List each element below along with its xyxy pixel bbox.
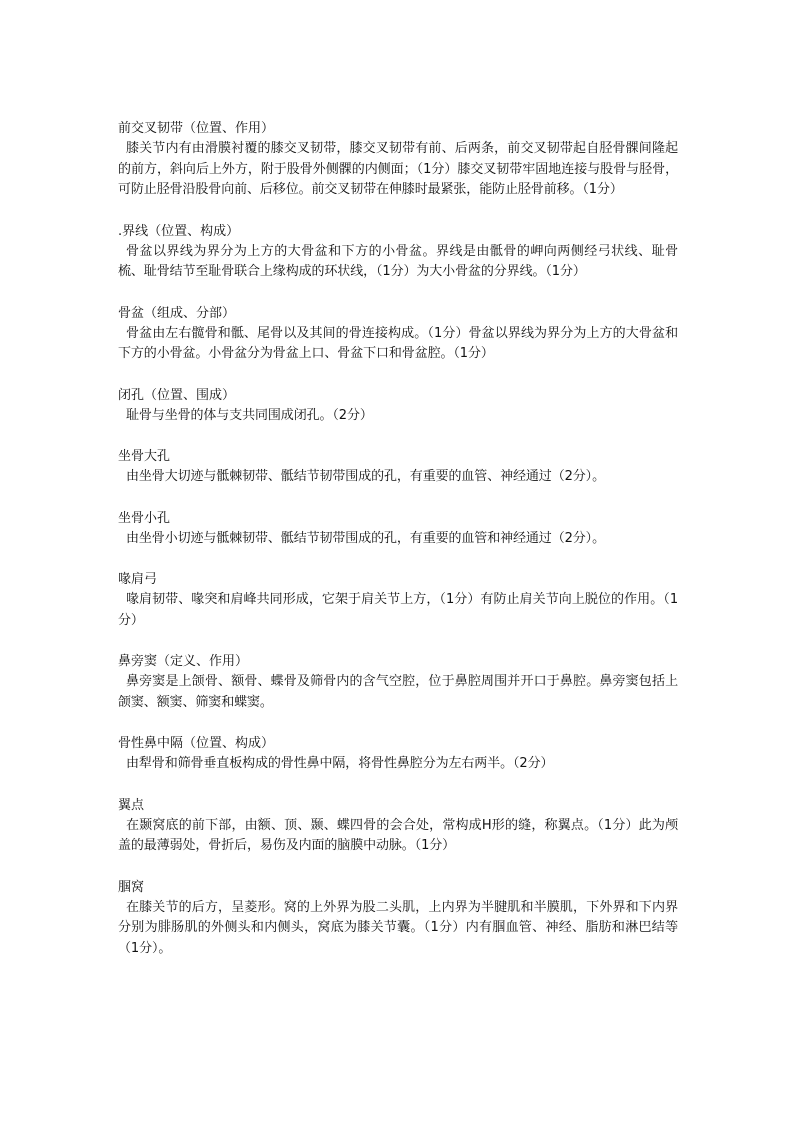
entry-body: 由犁骨和筛骨垂直板构成的骨性鼻中隔，将骨性鼻腔分为左右两半。（2分） [126, 756, 554, 771]
entry-anterior-cruciate-ligament [118, 118, 678, 201]
entry-paranasal-sinuses [118, 651, 678, 713]
entry-coracoacromial-arch [118, 569, 678, 631]
document-page [118, 118, 678, 979]
entry-body: 由坐骨大切迹与骶棘韧带、骶结节韧带围成的孔，有重要的血管、神经通过（2分）。 [126, 469, 605, 484]
entry-greater-sciatic-foramen [118, 446, 678, 488]
entry-title: 前交叉韧带（位置、作用） [118, 121, 275, 136]
entry-lesser-sciatic-foramen [118, 508, 678, 550]
entry-terminal-line [118, 221, 678, 283]
entry-title: .界线（位置、构成） [118, 223, 240, 239]
entry-title: 骨盆（组成、分部） [118, 305, 236, 321]
entry-body: 喙肩韧带、喙突和肩峰共同形成，它架于肩关节上方，（1分）有防止肩关节向上脱位的作用。（1分） [118, 592, 678, 628]
entry-body: 鼻旁窦是上颌骨、额骨、蝶骨及筛骨内的含气空腔，位于鼻腔周围并开口于鼻腔。鼻旁窦包括上颌窦、额窦、筛窦和蝶窦。 [118, 674, 678, 710]
entry-title: 翼点 [118, 797, 145, 813]
entry-body: 骨盆由左右髋骨和骶、尾骨以及其间的骨连接构成。（1分）骨盆以界线为界分为上方的大骨盆和下方的小骨盆。小骨盆分为骨盆上口、骨盆下口和骨盆腔。（1分） [118, 325, 678, 361]
entry-body: 耻骨与坐骨的体与支共同围成闭孔。（2分） [126, 407, 373, 423]
entry-title: 鼻旁窦（定义、作用） [118, 654, 249, 669]
entry-title: 坐骨小孔 [118, 510, 171, 526]
entry-body: 由坐骨小切迹与骶棘韧带、骶结节韧带围成的孔，有重要的血管和神经通过（2分）。 [126, 530, 605, 546]
entry-body: 膝关节内有由滑膜衬覆的膝交叉韧带，膝交叉韧带有前、后两条，前交叉韧带起自胫骨髁间隆起的前方，斜向后上外方，附于股骨外侧髁的内侧面；（1分）膝交叉韧带牢固地连接与股骨与胫骨，可防止胫骨沿股骨向前、后移位。前交叉韧带在伸膝时最紧张，能防止胫骨前移。（1分） [118, 141, 678, 197]
entry-body: 骨盆以界线为界分为上方的大骨盆和下方的小骨盆。界线是由骶骨的岬向两侧经弓状线、耻骨梳、耻骨结节至耻骨联合上缘构成的环状线，（1分）为大小骨盆的分界线。（1分） [118, 243, 678, 279]
entry-body: 在颞窝底的前下部，由额、顶、颞、蝶四骨的会合处，常构成H形的缝，称翼点。（1分）此为颅盖的最薄弱处，骨折后，易伤及内面的脑膜中动脉。（1分） [118, 817, 678, 853]
entry-title: 闭孔（位置、围成） [118, 387, 236, 403]
entry-title: 骨性鼻中隔（位置、构成） [118, 736, 275, 751]
entry-body: 在膝关节的后方，呈菱形。窝的上外界为股二头肌，上内界为半腱肌和半膜肌，下外界和下内界分别为腓肠肌的外侧头和内侧头，窝底为膝关节囊。（1分）内有腘血管、神经、脂肪和淋巴结等（1分）。 [118, 899, 678, 956]
entry-title: 喙肩弓 [118, 572, 158, 587]
entry-obturator-foramen [118, 385, 678, 427]
entry-pterion [118, 795, 678, 857]
entry-pelvis [118, 303, 678, 365]
entry-popliteal-fossa [118, 877, 678, 960]
entry-title: 腘窝 [118, 879, 145, 895]
entry-title: 坐骨大孔 [118, 449, 171, 464]
entry-bony-nasal-septum [118, 733, 678, 775]
